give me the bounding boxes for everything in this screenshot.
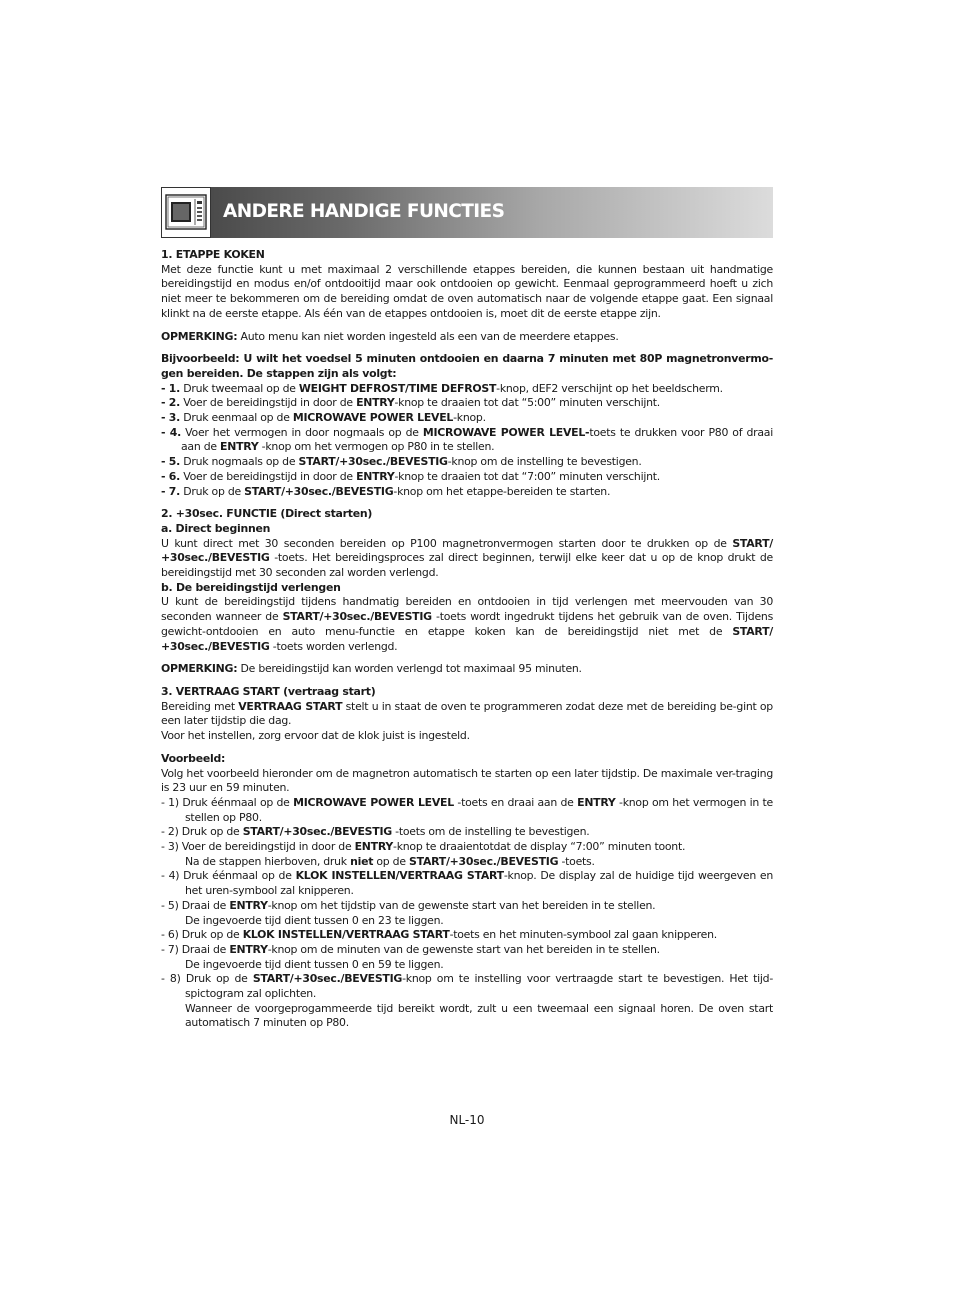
subheading-direct-beginnen: a. Direct beginnen [161, 521, 271, 535]
step-item: - 5. Druk nogmaals op de START/+30sec./BEVESTIG-knop om de instelling te bevestigen. [161, 455, 642, 469]
page-number: NL-10 [449, 1113, 485, 1127]
list-item-note: Na de stappen hierboven, druk niet op de START/+30sec./BEVESTIG -toets. [185, 854, 595, 868]
paragraph: Volg het voorbeeld hieronder om de magnetron automatisch te starten op een later tijdstip. De maximale ver-traging is 23 uur en 59 minuten. [161, 766, 773, 795]
step-item: - 3. Druk eenmaal op de MICROWAVE POWER LEVEL-knop. [161, 411, 486, 425]
paragraph: U kunt direct met 30 seconden bereiden op P100 magnetronvermogen starten door te drukken op de START/ +30sec./BEVESTIG -toets. Het bereidingsproces zal direct beginnen, terwijl elke keer dat u op de knop drukt de bereidingstijd met 30 seconden zal worden verlengd. [161, 536, 773, 580]
section-heading-etappe-koken: 1. ETAPPE KOKEN [161, 248, 265, 261]
list-item: - 6) Druk op de KLOK INSTELLEN/VERTRAAG START-toets en het minuten-symbool zal gaan knipperen. [161, 928, 717, 942]
paragraph: Voor het instellen, zorg ervoor dat de klok juist is ingesteld. [161, 729, 470, 743]
example-intro: Bijvoorbeeld: U wilt het voedsel 5 minuten ontdooien en daarna 7 minuten met 80P magnetronvermo-gen bereiden. De stappen zijn als volgt: [161, 352, 773, 380]
microwave-icon [161, 187, 211, 238]
list-item: - 1) Druk éénmaal op de MICROWAVE POWER LEVEL -toets en draai aan de ENTRY -knop om het vermogen in te stellen op P80. [161, 795, 773, 824]
list-item-note: De ingevoerde tijd dient tussen 0 en 59 te liggen. [185, 957, 444, 971]
page-title: ANDERE HANDIGE FUNCTIES [223, 201, 505, 222]
note: OPMERKING: De bereidingstijd kan worden verlengd tot maximaal 95 minuten. [161, 662, 582, 676]
list-item: - 7) Draai de ENTRY-knop om de minuten van de gewenste start van het bereiden in te stellen. [161, 942, 660, 956]
paragraph: U kunt de bereidingstijd tijdens handmatig bereiden en ontdooien in tijd verlengen met meervouden van 30 seconden wanneer de START/+30sec./BEVESTIG -toets wordt ingedrukt tijdens het gebruik van de oven. Tijdens gewicht-ontdooien en auto menu-functie en etappe koken kan de bereidingstijd niet met de START/ +30sec./BEVESTIG -toets worden verlengd. [161, 595, 773, 653]
step-item: - 2. Voer de bereidingstijd in door de ENTRY-knop te draaien tot dat “5:00” minuten verschijnt. [161, 396, 661, 410]
list-item-note: De ingevoerde tijd dient tussen 0 en 23 te liggen. [185, 913, 444, 927]
list-item-note: Wanneer de voorgeprogammeerde tijd bereikt wordt, zult u een tweemaal een signaal horen. De oven start automatisch 7 minuten op P80. [185, 1001, 773, 1030]
section-heading-vertraag-start: 3. VERTRAAG START (vertraag start) [161, 684, 376, 698]
list-item: - 8) Druk op de START/+30sec./BEVESTIG-knop om te instelling voor vertraagde start te bevestigen. Het tijd-spictogram zal oplichten. [161, 972, 773, 1001]
subheading-bereidingstijd-verlengen: b. De bereidingstijd verlengen [161, 580, 341, 594]
paragraph: Met deze functie kunt u met maximaal 2 verschillende etappes bereiden, die kunnen bestaan uit handmatige bereidingstijd en modus en/of ontdooitijd maar ook ontdooien op gewicht. Eenmaal geprogrammeerd hoeft u zich niet meer te bekommeren om de bereiding omdat de oven automatisch naar de volgende etappe gaat. Een signaal klinkt na de eerste etappe. Als één van de etappes ontdooien is, moet dit de eerste etappe zijn. [161, 262, 773, 320]
list-item: - 5) Draai de ENTRY-knop om het tijdstip van de gewenste start van het bereiden in te stellen. [161, 898, 656, 912]
step-list [161, 382, 773, 500]
section-heading-30sec: 2. +30sec. FUNCTIE (Direct starten) [161, 507, 373, 521]
list-item: - 4) Druk éénmaal op de KLOK INSTELLEN/VERTRAAG START-knop. De display zal de huidige tijd weergeven en het uren-symbool zal knipperen. [161, 869, 773, 898]
note: OPMERKING: Auto menu kan niet worden ingesteld als een van de meerdere etappes. [161, 329, 619, 343]
step-item: - 7. Druk op de START/+30sec./BEVESTIG-knop om het etappe-bereiden te starten. [161, 484, 611, 498]
list-item: - 3) Voer de bereidingstijd in door de ENTRY-knop te draaientotdat de display “7:00” minuten toont. [161, 840, 686, 854]
step-item: - 4. Voer het vermogen in door nogmaals op de MICROWAVE POWER LEVEL-toets te drukken voor P80 of draai aan de ENTRY -knop om het vermogen op P80 in te stellen. [161, 425, 773, 454]
step-item: - 1. Druk tweemaal op de WEIGHT DEFROST/TIME DEFROST-knop, dEF2 verschijnt op het beeldscherm. [161, 381, 723, 395]
list-item: - 2) Druk op de START/+30sec./BEVESTIG -toets om de instelling te bevestigen. [161, 825, 590, 839]
document-body [161, 248, 773, 1031]
example-label: Voorbeeld: [161, 751, 226, 765]
paragraph: Bereiding met VERTRAAG START stelt u in staat de oven te programmeren zodat deze met de bereiding be-gint op een later tijdstip die dag. [161, 699, 773, 728]
step-item: - 6. Voer de bereidingstijd in door de ENTRY-knop te draaien tot dat “7:00” minuten verschijnt. [161, 469, 661, 483]
